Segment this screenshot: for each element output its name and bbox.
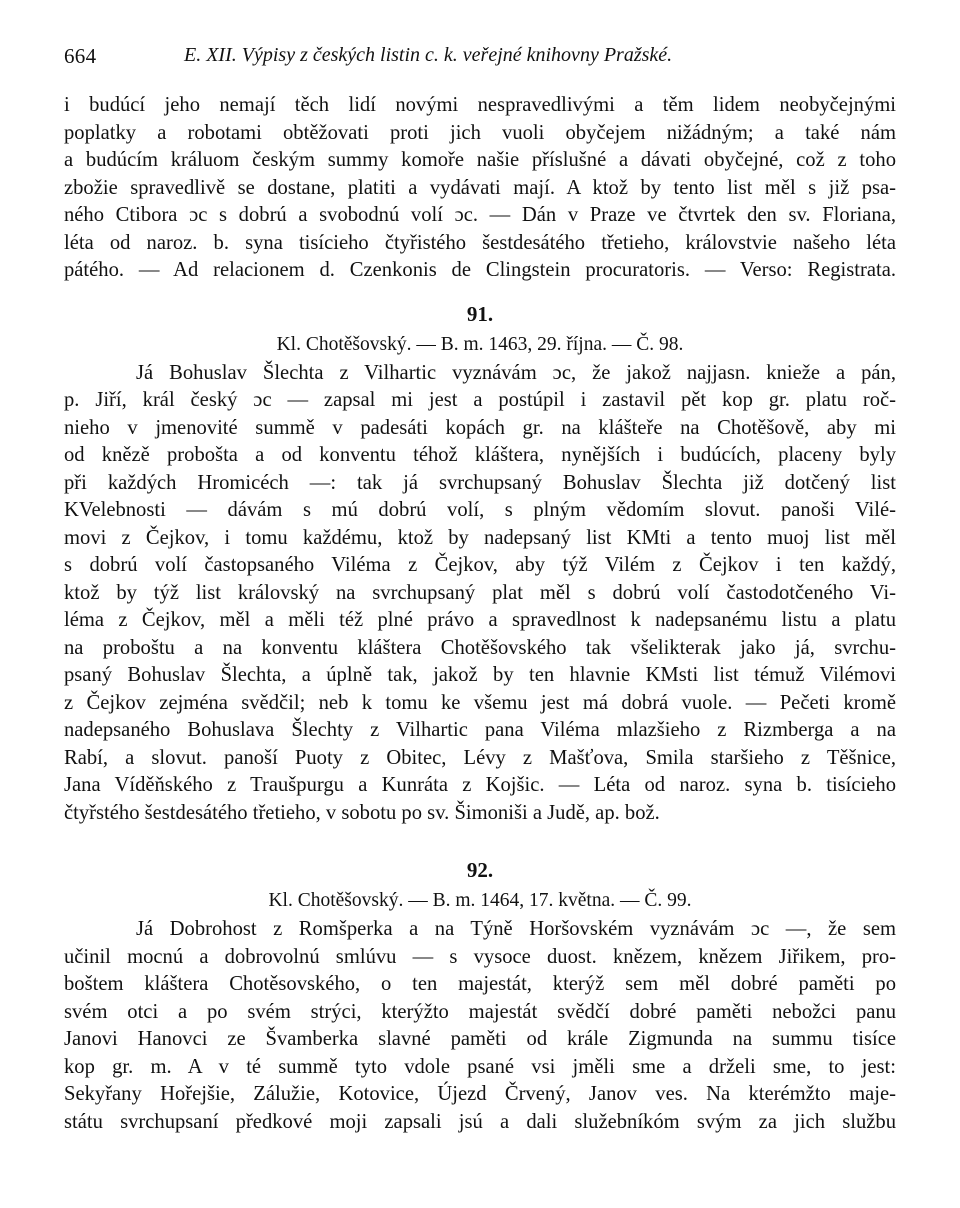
section-number: 92. [466,858,494,882]
page-number: 664 [64,44,97,68]
text-line: p. Jiří, král český ɔc — zapsal mi jest a postúpil i zastavil pět kop gr. platu roč- [64,389,896,411]
text-line: ktož by týž list královský na svrchupsaný plat měl s dobrú volí častodotčeného Vi- [64,581,896,604]
running-head: E. XII. Výpisy z českých listin c. k. veřejné knihovny Pražské. [184,44,673,66]
text-line: Janovi Hanovci ze Švamberka slavné paměti od krále Zigmunda na summu tisíce [64,1028,896,1050]
text-line: Sekyřany Hořejšie, Zálužie, Kotovice, Újezd Črvený, Janov ves. Na kterémžto maje- [64,1083,896,1105]
page-header [64,44,896,78]
text-line: při každých Hromicéch —: tak já svrchupsaný Bohuslav Šlechta již dotčený list [64,471,896,494]
text-line: movi z Čejkov, i tomu každému, ktož by nadepsaný list KMti a tento muoj list měl [64,526,896,549]
text-line: i budúcí jeho nemají těch lidí novými nespravedlivými a těm lidem neobyčejnými [64,94,896,116]
text-line: zbožie spravedlivě se dostane, platiti a vydávati mají. A ktož by tento list měl s již psa- [64,176,896,199]
section-92 [64,855,896,1136]
text-line: KVelebnosti — dávám s mú dobrú volí, s plným vědomím slovut. panoši Vilé- [64,499,896,521]
page-body [64,92,896,1136]
text-line: svém otci a po svém strýci, kterýžto majestát svědčí dobré paměti nebožci panu [64,1000,896,1023]
text-line: nadepsaného Bohuslava Šlechty z Vilhartic pana Viléma mlazšieho z Rizmberga a na [64,719,896,741]
text-line: léma z Čejkov, měl a měli též plné právo a spravedlnost k nadepsanému listu a platu [64,609,896,631]
text-line: a budúcím králuom českým summy komoře našie příslušné a dávati obyčejné, což z toho [64,149,896,171]
text-line: na proboštu a na konventu kláštera Chotěšovského tak všelikterak jako já, svrchu- [64,636,896,659]
text-line: kop gr. m. A v té summě tyto vdole psané vsi jměli sme a drželi sme, to jest: [64,1055,896,1078]
text-line: od knězě probošta a od konventu téhož kláštera, nynějších i budúcích, placeny byly [64,444,896,466]
section-91 [64,299,896,828]
text-line: Rabí, a slovut. panoší Puoty z Obitec, Lévy z Mašťova, Smila staršieho z Těšnice, [64,746,896,769]
text-line: z Čejkov zejména svědčil; neb k tomu ke všemu jest má dobrá vuole. — Pečeti kromě [64,691,896,714]
intro-paragraph [64,92,896,285]
text-line: učinil mocnú a dobrovolnú smlúvu — s vysoce duost. knězem, knězem Jiřikem, pro- [64,945,896,968]
text-line: Já Bohuslav Šlechta z Vilhartic vyznávám ɔc, že jakož najjasn. knieže a pán, [136,361,896,384]
text-line: poplatky a robotami obtěžovati proti jich vuoli obyčejem nižádným; a také nám [64,121,896,144]
text-line: Já Dobrohost z Romšperka a na Týně Horšovském vyznávám ɔc —, že sem [136,918,896,940]
text-line: Jana Víděňského z Traušpurgu a Kunráta z Kojšic. — Léta od naroz. syna b. tisícieho [64,774,896,796]
section-number: 91. [466,301,494,326]
section-meta: Kl. Chotěšovský. — B. m. 1464, 17. května. — Č. 99. [268,890,692,911]
text-line: psaný Bohuslav Šlechta, a úplně tak, jakož by ten hlavnie KMsti list témuž Vilémovi [64,664,896,686]
text-line: pátého. — Ad relacionem d. Czenkonis de Clingstein procuratoris. — Verso: Registrata. [64,259,896,281]
text-line: státu svrchupsaní předkové moji zapsali jsú a dali služebníkóm svým za jich službu [64,1110,896,1133]
text-line: léta od naroz. b. syna tisícieho čtyřistého šestdesátého třetieho, královstvie našeho léta [64,231,896,254]
text-line: boštem kláštera Chotěsovského, o ten majestát, kterýž sem měl dobré paměti po [64,973,896,995]
section-meta: Kl. Chotěšovský. — B. m. 1463, 29. října. — Č. 98. [276,333,684,355]
text-line: s dobrú volí častopsaného Viléma z Čejkov, aby týž Vilém z Čejkov i ten každý, [64,554,896,576]
text-line: nieho v jmenovité summě v padesáti kopách gr. na klášteře na Chotěšově, aby mi [64,416,896,439]
text-line: ného Ctibora ɔc s dobrú a svobodnú volí ɔc. — Dán v Praze ve čtvrtek den sv. Floriana, [64,204,896,226]
text-line: čtyřstého šestdesátého třetieho, v sobotu po sv. Šimoniši a Judě, ap. bož. [64,801,660,824]
